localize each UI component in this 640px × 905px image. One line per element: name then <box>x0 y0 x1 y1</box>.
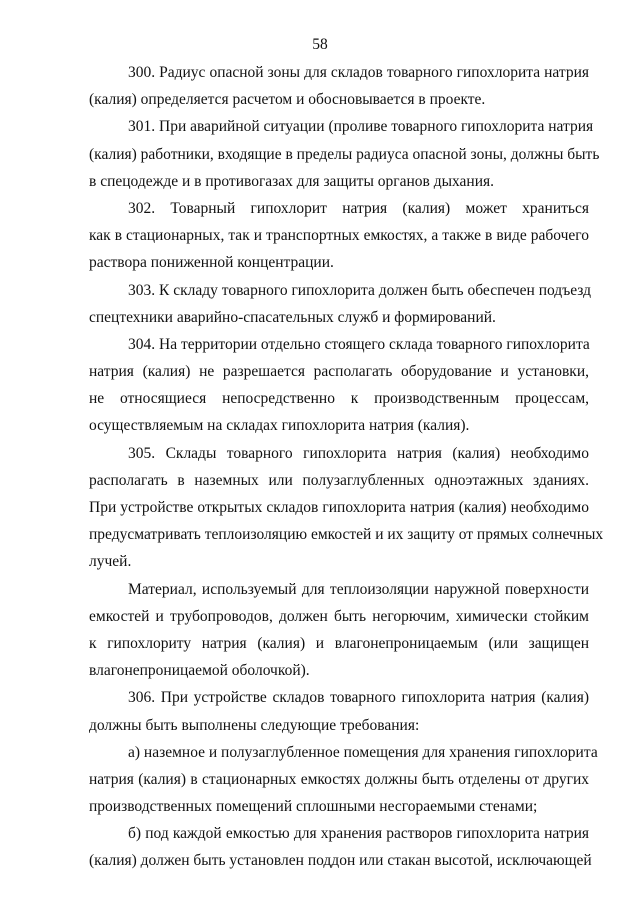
text-line: 306. При устройстве складов товарного гипохлорита натрия (калия) <box>128 689 589 707</box>
text-line: (калия) определяется расчетом и обосновывается в проекте. <box>89 91 486 109</box>
paragraph-p305-material <box>89 576 589 685</box>
text-line: 302. Товарный гипохлорит натрия (калия) может храниться <box>128 199 589 217</box>
paragraph-p300 <box>89 59 589 113</box>
text-line: Материал, используемый для теплоизоляции наружной поверхности <box>128 580 589 598</box>
text-line: лучей. <box>89 553 132 571</box>
text-line: должны быть выполнены следующие требования: <box>89 716 420 734</box>
text-line: в спецодежде и в противогазах для защиты органов дыхания. <box>89 172 495 190</box>
text-line: осуществляемым на складах гипохлорита натрия (калия). <box>89 417 470 435</box>
text-line: спецтехники аварийно-спасательных служб и формирований. <box>89 308 496 326</box>
text-line: 305. Склады товарного гипохлорита натрия (калия) необходимо <box>128 444 589 462</box>
text-line: 304. На территории отдельно стоящего склада товарного гипохлорита <box>128 335 590 353</box>
paragraph-p303 <box>89 277 592 331</box>
text-line: предусматривать теплоизоляцию емкостей и их защиту от прямых солнечных <box>89 526 604 544</box>
text-line: располагать в наземных или полузаглубленных одноэтажных зданиях. <box>89 471 589 489</box>
text-line: как в стационарных, так и транспортных емкостях, а также в виде рабочего <box>89 227 589 245</box>
text-line: натрия (калия) не разрешается располагать оборудование и установки, <box>89 363 589 381</box>
text-line: к гипохлориту натрия (калия) и влагонепроницаемым (или защищен <box>89 634 589 652</box>
paragraph-p305 <box>89 440 604 576</box>
text-line: раствора пониженной концентрации. <box>89 254 334 272</box>
text-line: 300. Радиус опасной зоны для складов товарного гипохлорита натрия <box>128 64 589 81</box>
text-line: (калия) должен быть установлен поддон или стакан высотой, исключающей <box>89 852 592 870</box>
paragraph-p301 <box>89 113 600 195</box>
paragraph-p306 <box>89 684 589 738</box>
text-line: При устройстве открытых складов гипохлорита натрия (калия) необходимо <box>89 499 589 516</box>
page-number: 58 <box>312 36 328 53</box>
paragraph-p304 <box>89 331 589 440</box>
paragraph-p306-a <box>89 739 598 821</box>
text-line: натрия (калия) в стационарных емкостях должны быть отделены от других <box>89 770 589 788</box>
paragraph-p306-b <box>89 820 592 874</box>
text-line: 303. К складу товарного гипохлорита должен быть обеспечен подъезд <box>128 281 592 299</box>
text-line: а) наземное и полузаглубленное помещения для хранения гипохлорита <box>128 743 598 761</box>
text-line: емкостей и трубопроводов, должен быть негорючим, химически стойким <box>89 607 589 625</box>
text-line: б) под каждой емкостью для хранения растворов гипохлорита натрия <box>128 825 589 843</box>
paragraph-p302 <box>89 195 589 277</box>
text-line: 301. При аварийной ситуации (проливе товарного гипохлорита натрия <box>128 118 594 136</box>
document-body <box>89 59 604 875</box>
text-line: (калия) работники, входящие в пределы радиуса опасной зоны, должны быть <box>89 145 600 163</box>
text-line: влагонепроницаемой оболочкой). <box>89 662 310 680</box>
text-line: производственных помещений сплошными несгораемыми стенами; <box>89 798 538 816</box>
text-line: не относящиеся непосредственно к производственным процессам, <box>89 390 589 408</box>
